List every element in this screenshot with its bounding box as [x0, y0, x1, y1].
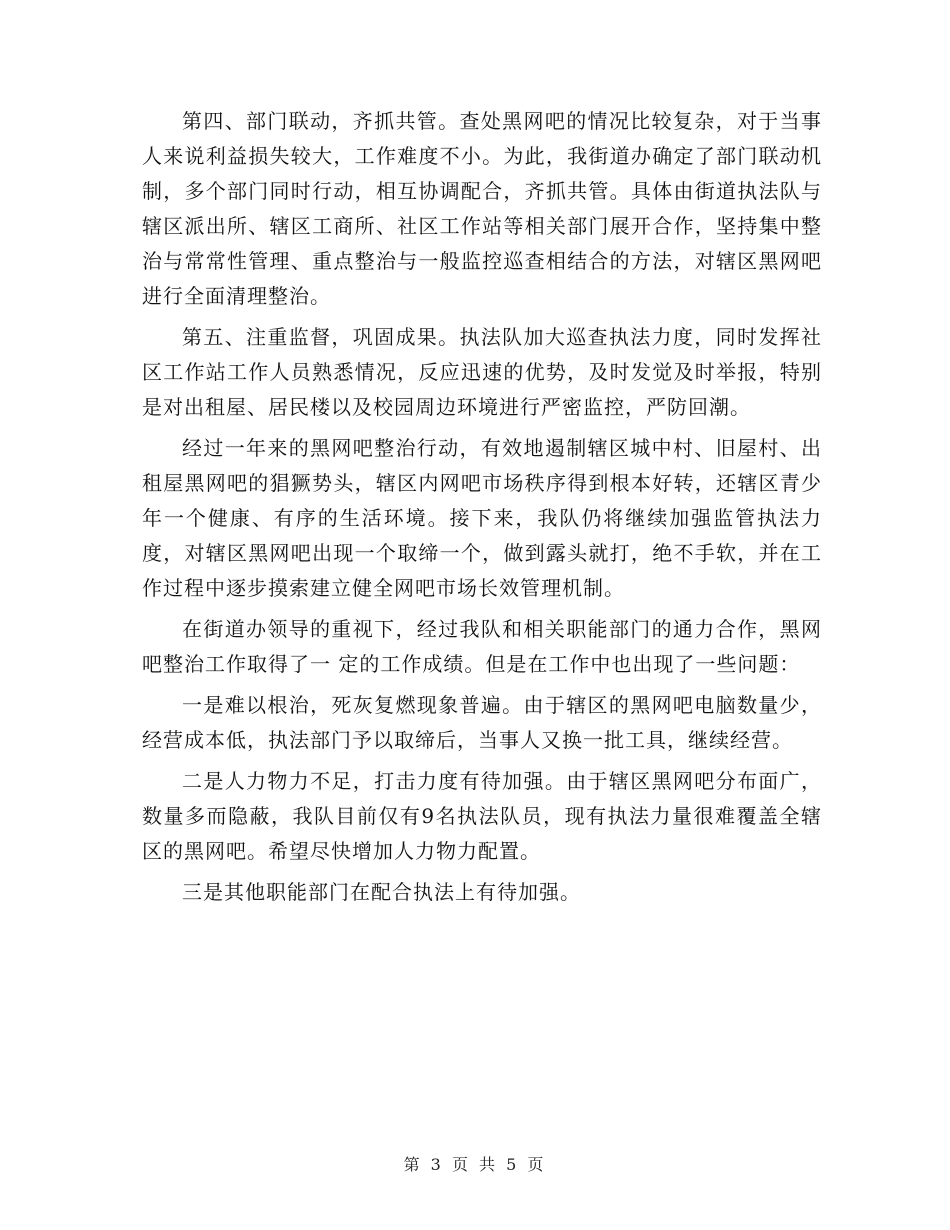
paragraph-problems-intro: 在街道办领导的重视下，经过我队和相关职能部门的通力合作，黑网吧整治工作取得了一 定的工作成绩。但是在工作中也出现了一些问题：	[142, 617, 822, 676]
page-number-footer: 第 3 页 共 5 页	[403, 1155, 547, 1174]
paragraph-results: 经过一年来的黑网吧整治行动，有效地遏制辖区城中村、旧屋村、出租屋黑网吧的猖獗势头，辖区内网吧市场秩序得到根本好转，还辖区青少年一个健康、有序的生活环境。接下来，我队仍将继续加强监管执法力度，对辖区黑网吧出现一个取缔一个，做到露头就打，绝不手软，并在工作过程中逐步摸索建立健全网吧市场长效管理机制。	[142, 436, 822, 600]
paragraph-problem-three: 三是其他职能部门在配合执法上有待加强。	[182, 880, 581, 904]
paragraph-dept-linkage: 第四、部门联动，齐抓共管。查处黑网吧的情况比较复杂，对于当事人来说利益损失较大，工作难度不小。为此，我街道办确定了部门联动机制，多个部门同时行动，相互协调配合，齐抓共管。具体由街道执法队与辖区派出所、辖区工商所、社区工作站等相关部门展开合作，坚持集中整治与常常性管理、重点整治与一般监控巡查相结合的方法，对辖区黑网吧进行全面清理整治。	[142, 109, 822, 308]
paragraph-problem-two: 二是人力物力不足，打击力度有待加强。由于辖区黑网吧分布面广，数量多而隐蔽，我队目前仅有9名执法队员，现有执法力量很难覆盖全辖区的黑网吧。希望尽快增加人力物力配置。	[142, 769, 822, 863]
paragraph-problem-one: 一是难以根治，死灰复燃现象普遍。由于辖区的黑网吧电脑数量少，经营成本低，执法部门予以取缔后，当事人又换一批工具，继续经营。	[142, 693, 822, 752]
paragraph-supervision: 第五、注重监督，巩固成果。执法队加大巡查执法力度，同时发挥社区工作站工作人员熟悉情况，反应迅速的优势，及时发觉及时举报，特别是对出租屋、居民楼以及校园周边环境进行严密监控，严防回潮。	[142, 325, 822, 419]
document-body	[142, 104, 822, 910]
